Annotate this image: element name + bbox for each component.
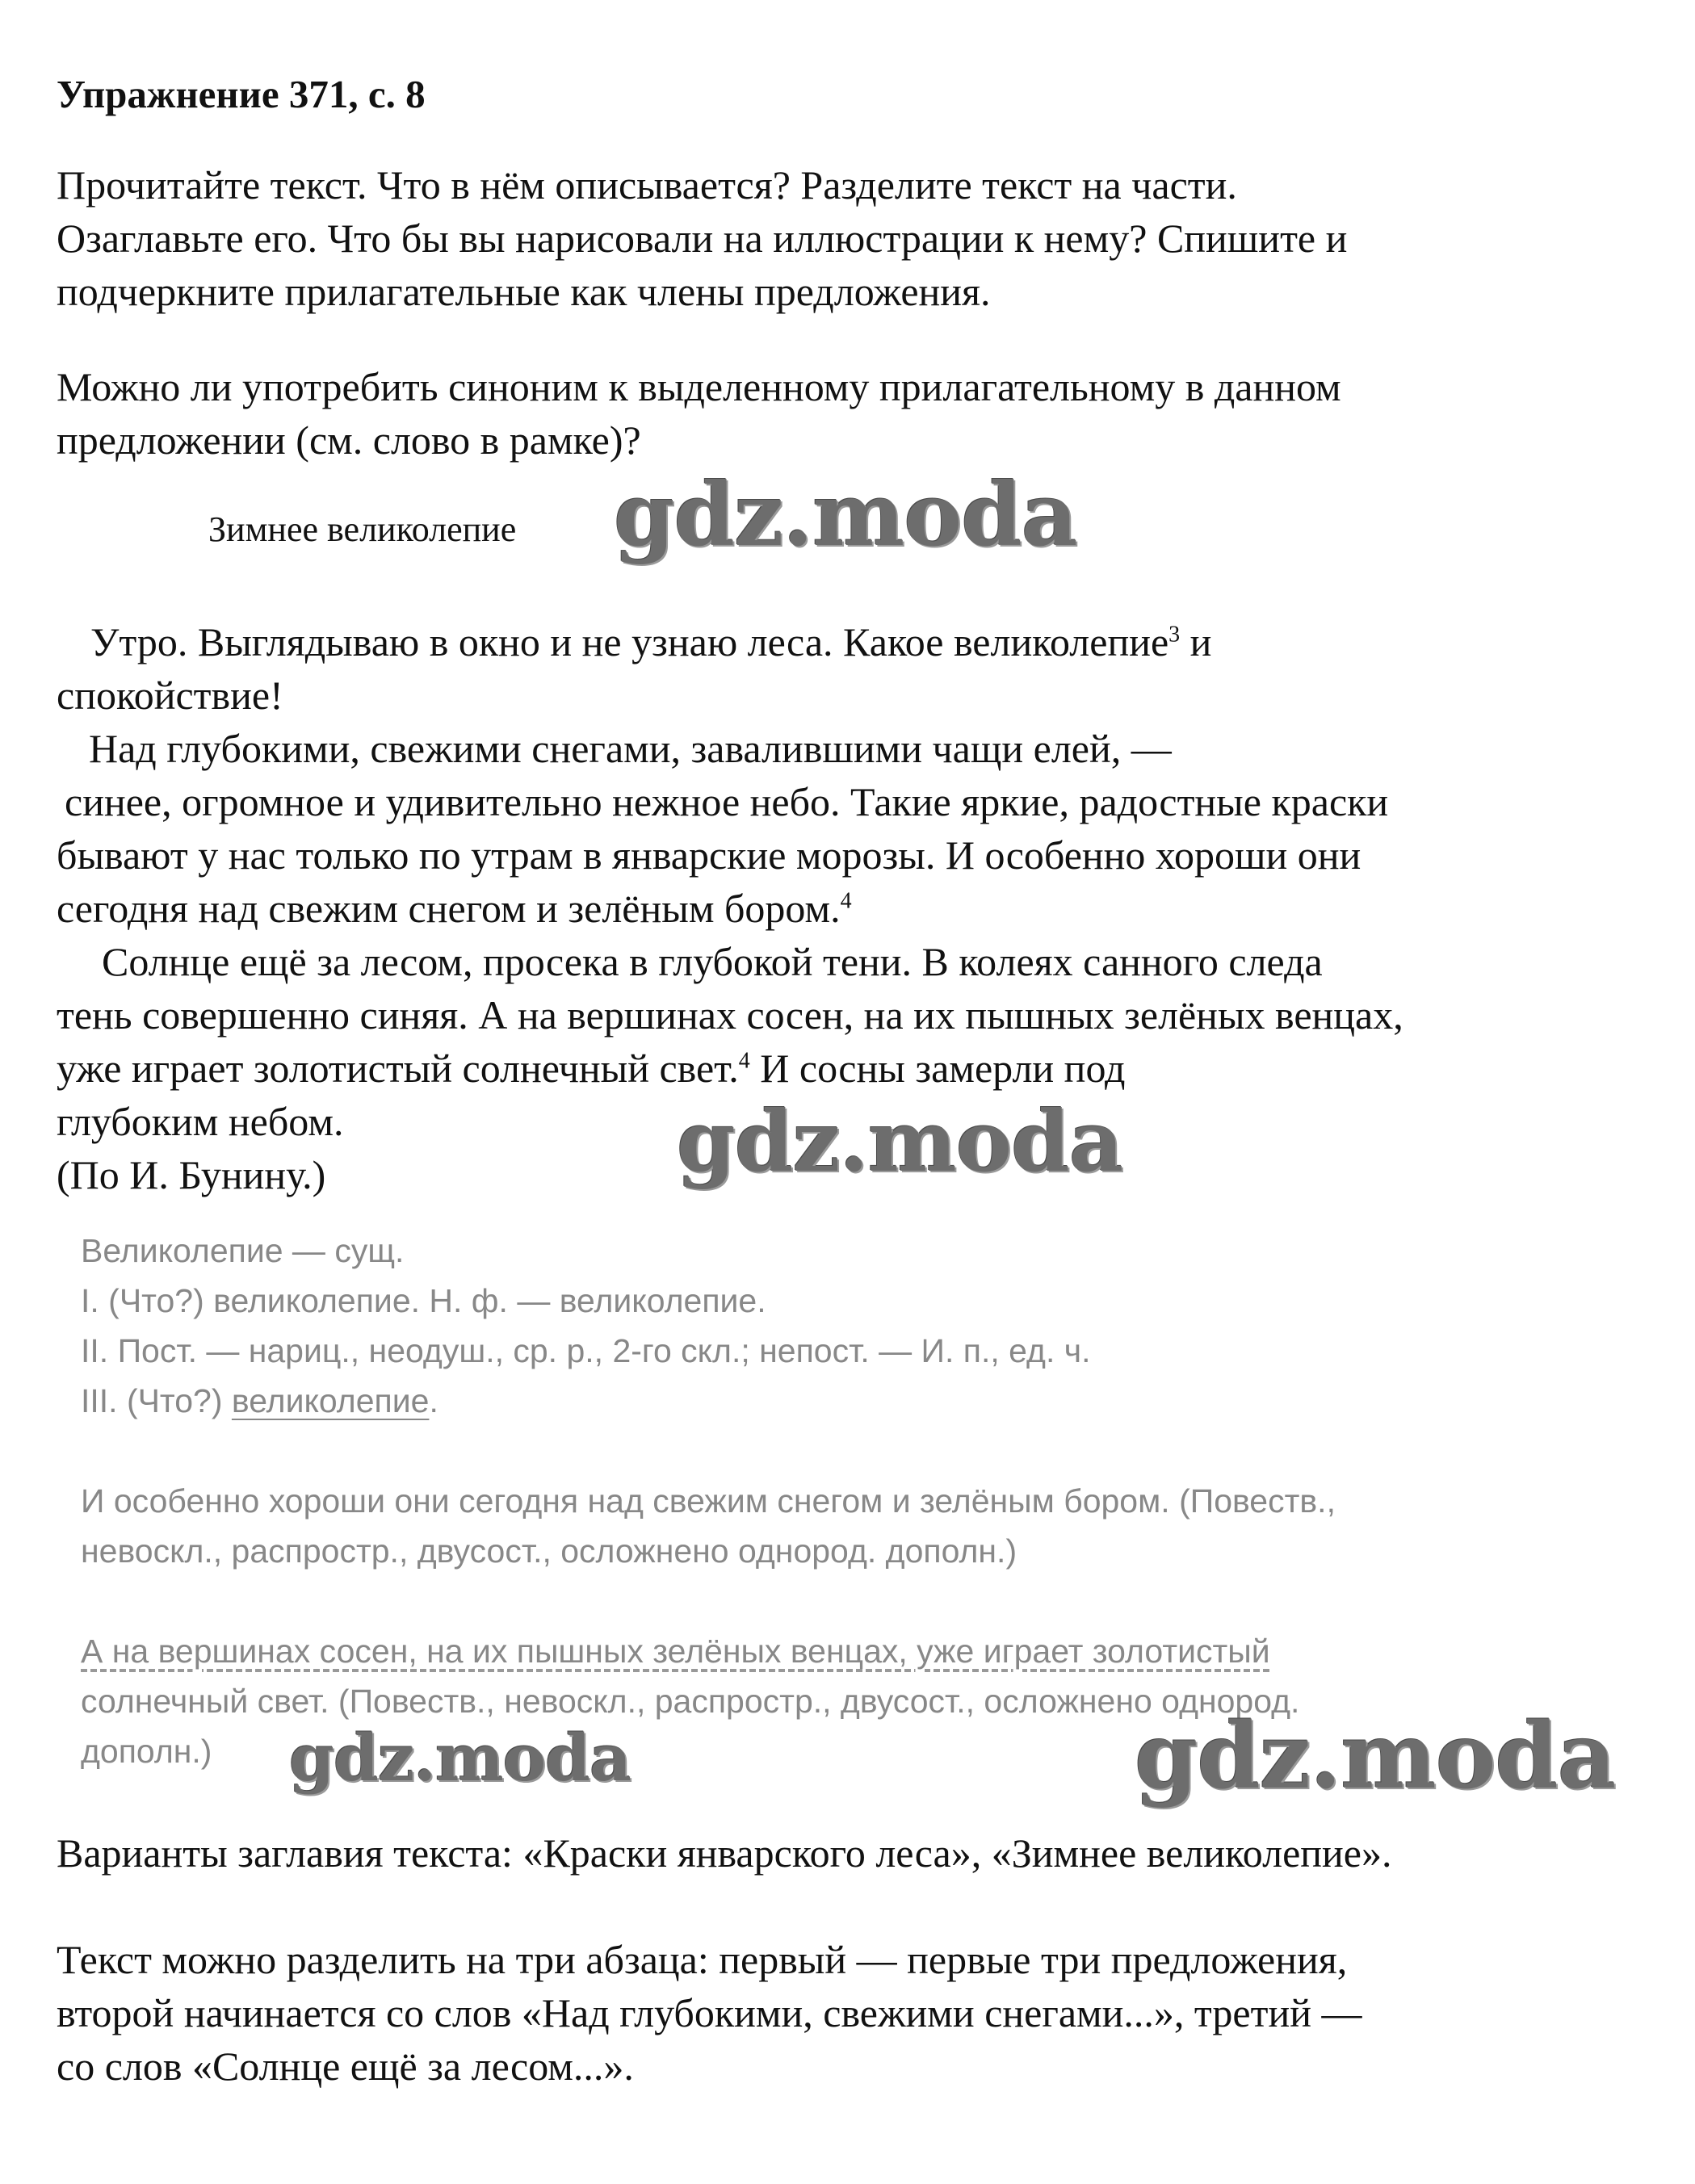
hand-line: А на вершинах сосен, на их пышных зелёных венцах, уже играет золотистый [81,1633,1270,1670]
text-line: Солнце ещё за лесом, просека в глубокой тени. В колеях санного следа [102,939,1323,984]
watermark: gdz.moda [1135,1704,1616,1809]
subject-underlined: великолепие [231,1382,430,1419]
text-title: Зимнее великолепие [208,509,517,549]
answer-parts [57,1933,1361,2093]
watermark: gdz.moda [289,1720,631,1796]
text-line: уже играет золотистый солнечный свет.$^4$ И сосны замерли под [57,1046,1126,1091]
question-line: Можно ли употребить синоним к выделенному прилагательному в данном [57,364,1341,409]
watermark: gdz.moda [614,464,1077,566]
hand-line: I. (Что?) великолепие. Н. ф. — великолепие. [81,1282,766,1319]
answer-line: со слов «Солнце ещё за лесом...». [57,2044,634,2089]
task-line: Прочитайте текст. Что в нём описывается? Разделите текст на части. [57,162,1237,208]
text-line: Утро. Выглядываю в окно и не узнаю леса. Какое великолепие$^3$ и [90,619,1212,664]
task-line: Озаглавьте его. Что бы вы нарисовали на иллюстрации к нему? Спишите и [57,216,1348,261]
question-line: предложении (см. слово в рамке)? [57,417,641,463]
hand-line: Великолепие — сущ. [81,1232,405,1269]
hand-line: И особенно хороши они сегодня над свежим снегом и зелёным бором. (Повеств., [81,1482,1336,1520]
question-paragraph [57,360,1341,467]
exercise-heading: Упражнение 371, с. 8 [57,72,426,116]
watermark: gdz.moda [677,1092,1123,1191]
answer-titles: Варианты заглавия текста: «Краски январского леса», «Зимнее великолепие». [57,1830,1392,1876]
task-paragraph [57,158,1347,318]
hand-line: II. Пост. — нариц., неодуш., ср. р., 2-го скл.; непост. — И. п., ед. ч. [81,1332,1091,1369]
answer-line: второй начинается со слов «Над глубокими, свежими снегами...», третий — [57,1990,1362,2035]
text-line: сегодня над свежим снегом и зелёным бором.$^4$ [57,886,852,931]
task-line: подчеркните прилагательные как члены предложения. [57,269,991,314]
answer-line: Текст можно разделить на три абзаца: первый — первые три предложения, [57,1937,1348,1982]
handwritten-analysis [81,1226,1336,1776]
hand-line: дополн.) [81,1733,212,1770]
author-line: (По И. Бунину.) [57,1152,326,1197]
hand-line: невоскл., распростр., двусост., осложнено однород. дополн.) [81,1532,1017,1570]
text-line: глубоким небом. [57,1099,344,1144]
hand-line: солнечный свет. (Повеств., невоскл., распростр., двусост., осложнено однород. [81,1683,1300,1720]
text-line: Над глубокими, свежими снегами, завалившими чащи елей, — [89,726,1172,771]
text-line: синее, огромное и удивительно нежное небо. Такие яркие, радостные краски [65,779,1389,824]
text-line: спокойствие! [57,673,283,718]
text-line: тень совершенно синяя. А на вершинах сосен, на их пышных зелёных венцах, [57,992,1403,1038]
hand-line: III. (Что?) великолепие. [81,1382,438,1419]
text-line: бывают у нас только по утрам в январские морозы. И особенно хороши они [57,832,1361,878]
